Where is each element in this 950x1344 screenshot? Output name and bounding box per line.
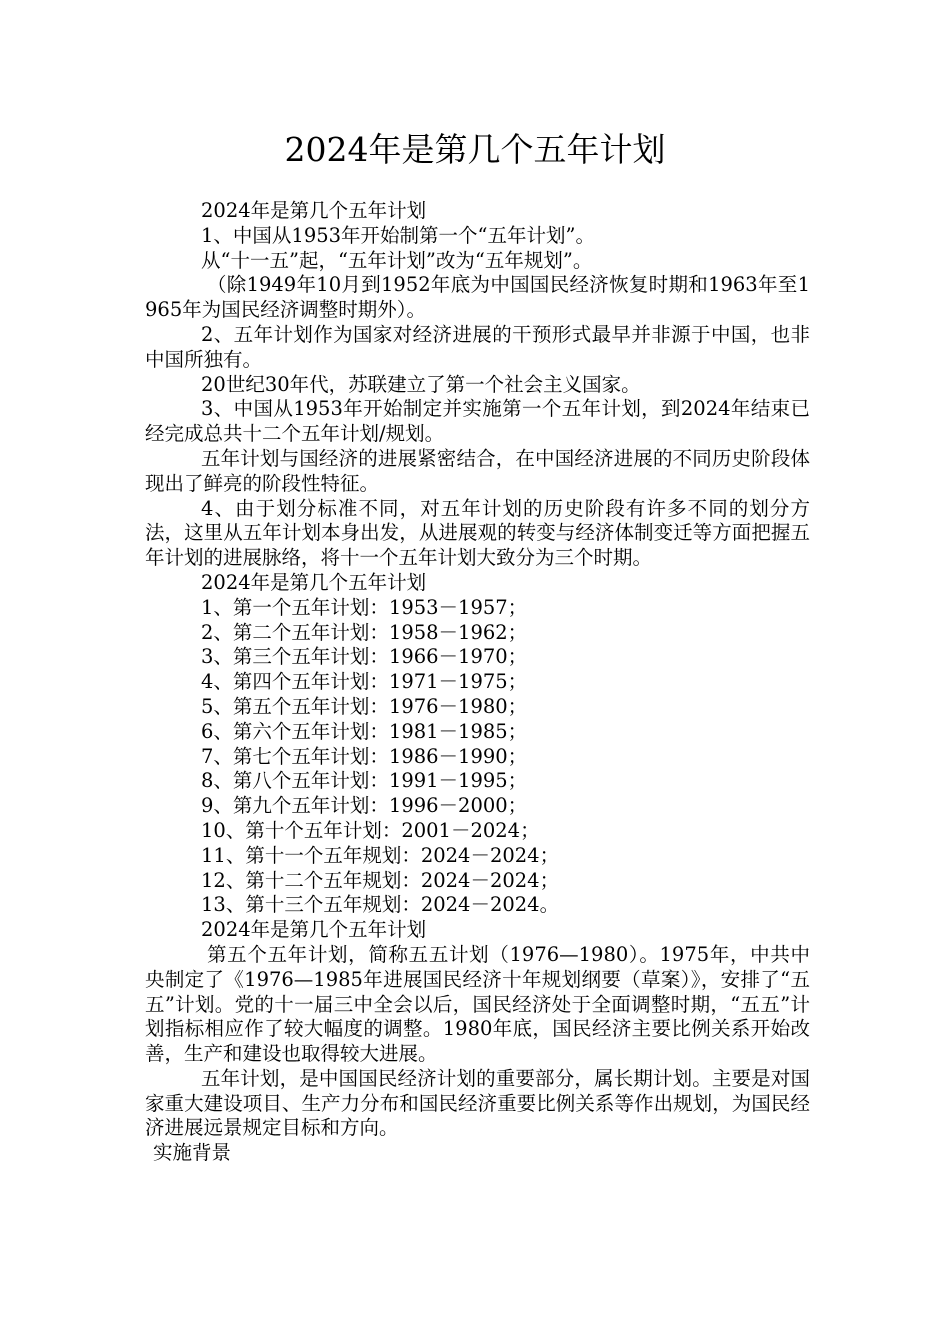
paragraph-9: 第五个五年计划，简称五五计划（1976—1980）。1975年，中共中央制定了《1976—1985年进展国民经济十年规划纲要（草案）》，安排了“五五”计划。党的十一届三中全会以后，国民经济处于全面调整时期，“五五”计划指标相应作了较大幅度的调整。1980年底，国民经济主要比例关系开始改善，生产和建设也取得较大进展。 [145,942,810,1066]
list-item: 5、第五个五年计划：1976－1980； [201,694,528,718]
list-item: 13、第十三个五年规划：2024－2024。 [201,893,560,917]
list-item: 12、第十二个五年规划：2024－2024； [201,868,560,892]
list-item: 8、第八个五年计划：1991－1995； [201,769,528,793]
plan-list [145,596,810,918]
paragraph-subtitle-2: 2024年是第几个五年计划 [201,570,427,594]
list-item: 2、第二个五年计划：1958－1962； [201,620,528,644]
section-heading: 实施背景 [153,1141,232,1165]
list-item: 3、第三个五年计划：1966－1970； [201,645,528,669]
paragraph-subtitle-3: 2024年是第几个五年计划 [201,918,427,942]
list-item: 7、第七个五年计划：1986－1990； [201,744,528,768]
list-item: 4、第四个五年计划：1971－1975； [201,670,528,694]
paragraph-1: 1、中国从1953年开始制第一个“五年计划”。 [201,223,595,247]
paragraph-subtitle: 2024年是第几个五年计划 [201,199,427,222]
list-item: 11、第十一个五年规划：2024－2024； [201,843,560,867]
paragraph-6: 3、中国从1953年开始制定并实施第一个五年计划，到2024年结束已经完成总共十二个五年计划/规划。 [145,397,810,446]
paragraph-2: 从“十一五”起，“五年计划”改为“五年规划”。 [201,248,593,272]
paragraph-3: （除1949年10月到1952年底为中国国民经济恢复时期和1963年至1965年为国民经济调整时期外）。 [145,273,810,322]
list-item: 9、第九个五年计划：1996－2000； [201,794,528,818]
paragraph-10: 五年计划，是中国国民经济计划的重要部分，属长期计划。主要是对国家重大建设项目、生产力分布和国民经济重要比例关系等作出规划，为国民经济进展远景规定目标和方向。 [145,1066,810,1140]
list-item: 1、第一个五年计划：1953－1957； [201,595,528,619]
document-body [145,199,810,1166]
list-item: 10、第十个五年计划：2001－2024； [201,818,540,842]
paragraph-8: 4、由于划分标准不同，对五年计划的历史阶段有许多不同的划分方法，这里从五年计划本身出发，从进展观的转变与经济体制变迁等方面把握五年计划的进展脉络，将十一个五年计划大致分为三个时期。 [145,496,810,570]
paragraph-5: 20世纪30年代，苏联建立了第一个社会主义国家。 [201,372,641,396]
page-title: 2024年是第几个五年计划 [284,130,666,169]
paragraph-4: 2、五年计划作为国家对经济进展的干预形式最早并非源于中国，也非中国所独有。 [145,322,810,371]
paragraph-7: 五年计划与国经济的进展紧密结合，在中国经济进展的不同历史阶段体现出了鲜亮的阶段性特征。 [145,446,810,495]
list-item: 6、第六个五年计划：1981－1985； [201,719,528,743]
